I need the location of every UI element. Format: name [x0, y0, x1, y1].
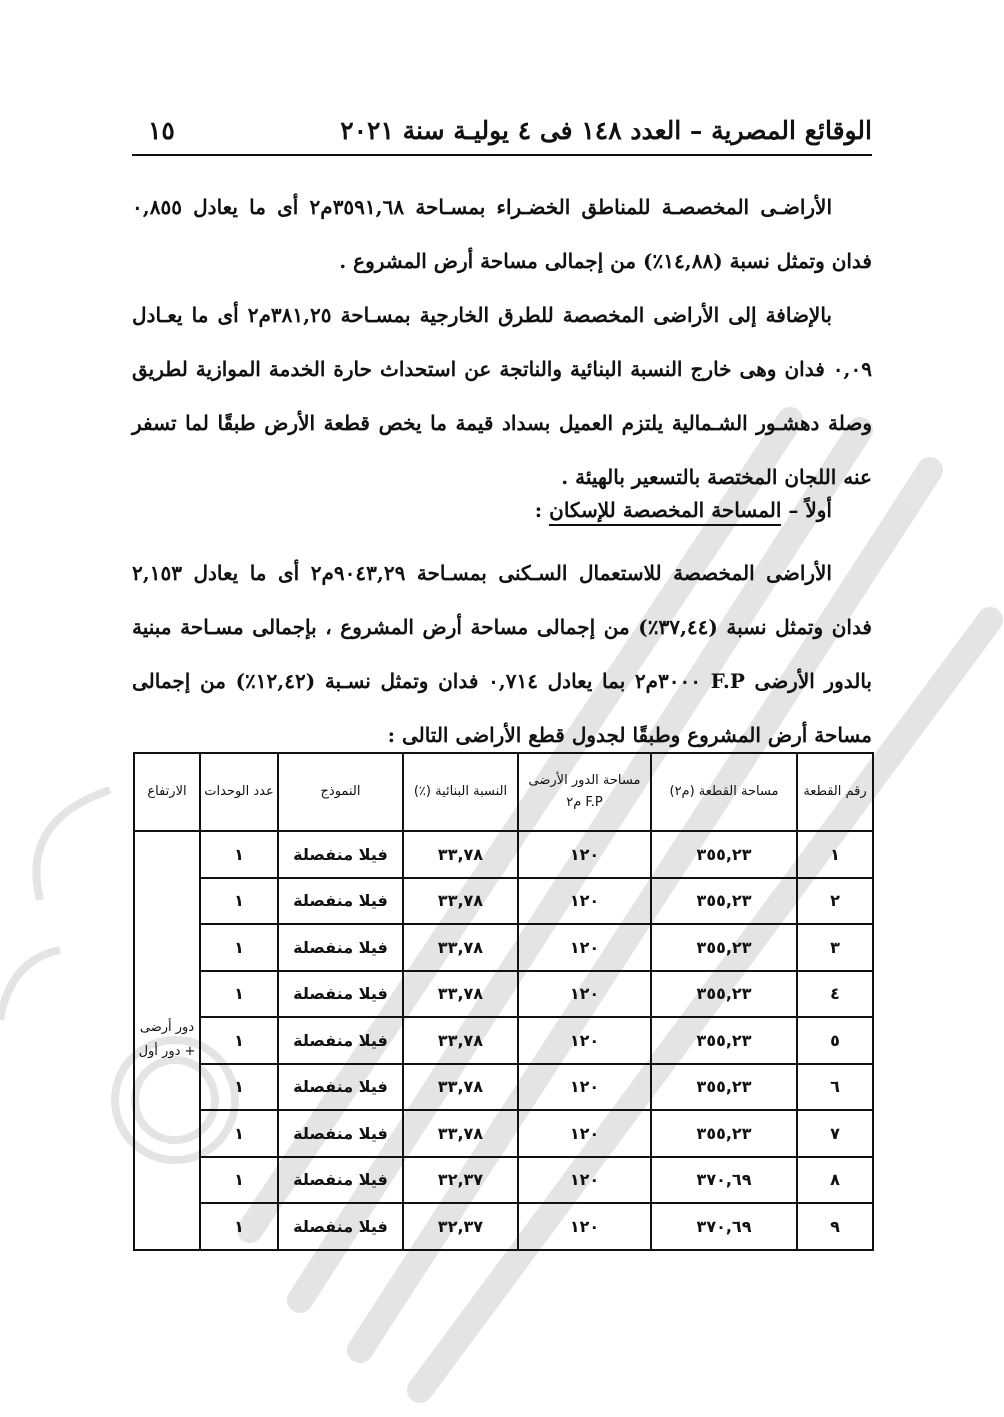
section-heading: [535, 498, 872, 522]
cell-plot-area: ٣٧٠,٦٩: [651, 1203, 797, 1250]
cell-plot-no: ٥: [797, 1017, 873, 1064]
table-row: [134, 878, 873, 925]
cell-fp-area: ١٢٠: [518, 924, 651, 971]
cell-plot-area: ٣٥٥,٢٣: [651, 1110, 797, 1157]
plots-table: [133, 752, 874, 1251]
cell-plot-no: ٨: [797, 1157, 873, 1204]
table-row: [134, 1064, 873, 1111]
table-row: [134, 1017, 873, 1064]
cell-ratio: ٣٢,٣٧: [403, 1157, 518, 1204]
table-row: [134, 1203, 873, 1250]
cell-height: دور أرضى + دور أول: [134, 831, 200, 1250]
external-roads-text: بالإضافة إلى الأراضى المخصصة للطرق الخارجية بمسـاحة ٣٨١,٢٥م٢ أى ما يعـادل ٠,٠٩ فدان وهى خارج النسبة البنائية والناتجة عن استحداث حارة الخدمة الموازية لطريق وصلة دهشـور الشـمالية يلتزم العميل بسداد قيمة ما يخص قطعة الأرض طبقًا لما تسفر عنه اللجان المختصة بالتسعير بالهيئة .: [132, 303, 872, 489]
cell-units: ١: [200, 831, 278, 878]
cell-units: ١: [200, 1017, 278, 1064]
paragraph-residential: [132, 546, 872, 762]
cell-plot-no: ٣: [797, 924, 873, 971]
cell-ratio: ٣٢,٣٧: [403, 1203, 518, 1250]
cell-fp-area: ١٢٠: [518, 1017, 651, 1064]
cell-plot-area: ٣٥٥,٢٣: [651, 1064, 797, 1111]
cell-plot-no: ٤: [797, 971, 873, 1018]
residential-text: الأراضى المخصصة للاستعمال السـكنى بمسـاحة ٩٠٤٣,٢٩م٢ أى ما يعادل ٢,١٥٣ فدان وتمثل نسبة (٣٧,٤٤٪) من إجمالى مساحة أرض المشروع ، بإجمالى مسـاحة مبنية بالدور الأرضى F.P ٣٠٠٠م٢ بما يعادل ٠,٧١٤ فدان وتمثل نسـبة (١٢,٤٢٪) من إجمالى مساحة أرض المشروع وطبقًا لجدول قطع الأراضى التالى :: [132, 561, 873, 747]
cell-ratio: ٣٣,٧٨: [403, 831, 518, 878]
cell-fp-area: ١٢٠: [518, 971, 651, 1018]
cell-plot-area: ٣٥٥,٢٣: [651, 971, 797, 1018]
cell-plot-area: ٣٥٥,٢٣: [651, 924, 797, 971]
cell-ratio: ٣٣,٧٨: [403, 924, 518, 971]
header-ground-floor-area: مساحة الدور الأرضى F.P م٢: [518, 753, 651, 831]
table-header-row: [134, 753, 873, 831]
cell-plot-no: ١: [797, 831, 873, 878]
cell-fp-area: ١٢٠: [518, 1110, 651, 1157]
header-building-ratio: النسبة البنائية (٪): [403, 753, 518, 831]
page-number: ١٥: [148, 116, 175, 145]
cell-ratio: ٣٣,٧٨: [403, 971, 518, 1018]
cell-units: ١: [200, 924, 278, 971]
cell-units: ١: [200, 971, 278, 1018]
cell-plot-no: ٢: [797, 878, 873, 925]
cell-ratio: ٣٣,٧٨: [403, 1064, 518, 1111]
cell-ratio: ٣٣,٧٨: [403, 878, 518, 925]
cell-plot-area: ٣٥٥,٢٣: [651, 878, 797, 925]
header-plot-area: مساحة القطعة (م٢): [651, 753, 797, 831]
cell-plot-no: ٦: [797, 1064, 873, 1111]
cell-plot-area: ٣٥٥,٢٣: [651, 1017, 797, 1064]
paragraph-green-areas: [132, 180, 872, 288]
cell-units: ١: [200, 1203, 278, 1250]
cell-fp-area: ١٢٠: [518, 831, 651, 878]
cell-ratio: ٣٣,٧٨: [403, 1017, 518, 1064]
table-row: [134, 1157, 873, 1204]
header-units: عدد الوحدات: [200, 753, 278, 831]
cell-units: ١: [200, 1157, 278, 1204]
table-row: [134, 971, 873, 1018]
cell-fp-area: ١٢٠: [518, 1064, 651, 1111]
cell-model: فيلا منفصلة: [278, 1203, 403, 1250]
cell-model: فيلا منفصلة: [278, 878, 403, 925]
cell-model: فيلا منفصلة: [278, 831, 403, 878]
cell-units: ١: [200, 1110, 278, 1157]
table-row: [134, 924, 873, 971]
cell-model: فيلا منفصلة: [278, 1064, 403, 1111]
page-header: [132, 112, 872, 156]
cell-fp-area: ١٢٠: [518, 878, 651, 925]
heading-suffix: :: [534, 498, 543, 522]
cell-fp-area: ١٢٠: [518, 1157, 651, 1204]
cell-model: فيلا منفصلة: [278, 1017, 403, 1064]
cell-units: ١: [200, 1064, 278, 1111]
cell-plot-no: ٩: [797, 1203, 873, 1250]
green-areas-text: الأراضـى المخصصـة للمناطق الخضـراء بمسـاحة ٣٥٩١,٦٨م٢ أى ما يعادل ٠,٨٥٥ فدان وتمثل نسبة (١٤,٨٨٪) من إجمالى مساحة أرض المشروع .: [132, 195, 872, 273]
gazette-title: الوقائع المصرية – العدد ١٤٨ فى ٤ يوليـة سنة ٢٠٢١: [340, 116, 872, 145]
table-row: [134, 831, 873, 878]
heading-underlined: المساحة المخصصة للإسكان: [549, 498, 781, 526]
paragraph-external-roads: [132, 288, 872, 504]
cell-plot-area: ٣٥٥,٢٣: [651, 831, 797, 878]
table-row: [134, 1110, 873, 1157]
header-model: النموذج: [278, 753, 403, 831]
cell-model: فيلا منفصلة: [278, 971, 403, 1018]
heading-prefix: أولاً –: [788, 498, 832, 522]
cell-fp-area: ١٢٠: [518, 1203, 651, 1250]
cell-model: فيلا منفصلة: [278, 1110, 403, 1157]
cell-plot-no: ٧: [797, 1110, 873, 1157]
cell-plot-area: ٣٧٠,٦٩: [651, 1157, 797, 1204]
cell-units: ١: [200, 878, 278, 925]
cell-ratio: ٣٣,٧٨: [403, 1110, 518, 1157]
header-plot-no: رقم القطعة: [797, 753, 873, 831]
header-height: الارتفاع: [134, 753, 200, 831]
cell-model: فيلا منفصلة: [278, 1157, 403, 1204]
cell-model: فيلا منفصلة: [278, 924, 403, 971]
